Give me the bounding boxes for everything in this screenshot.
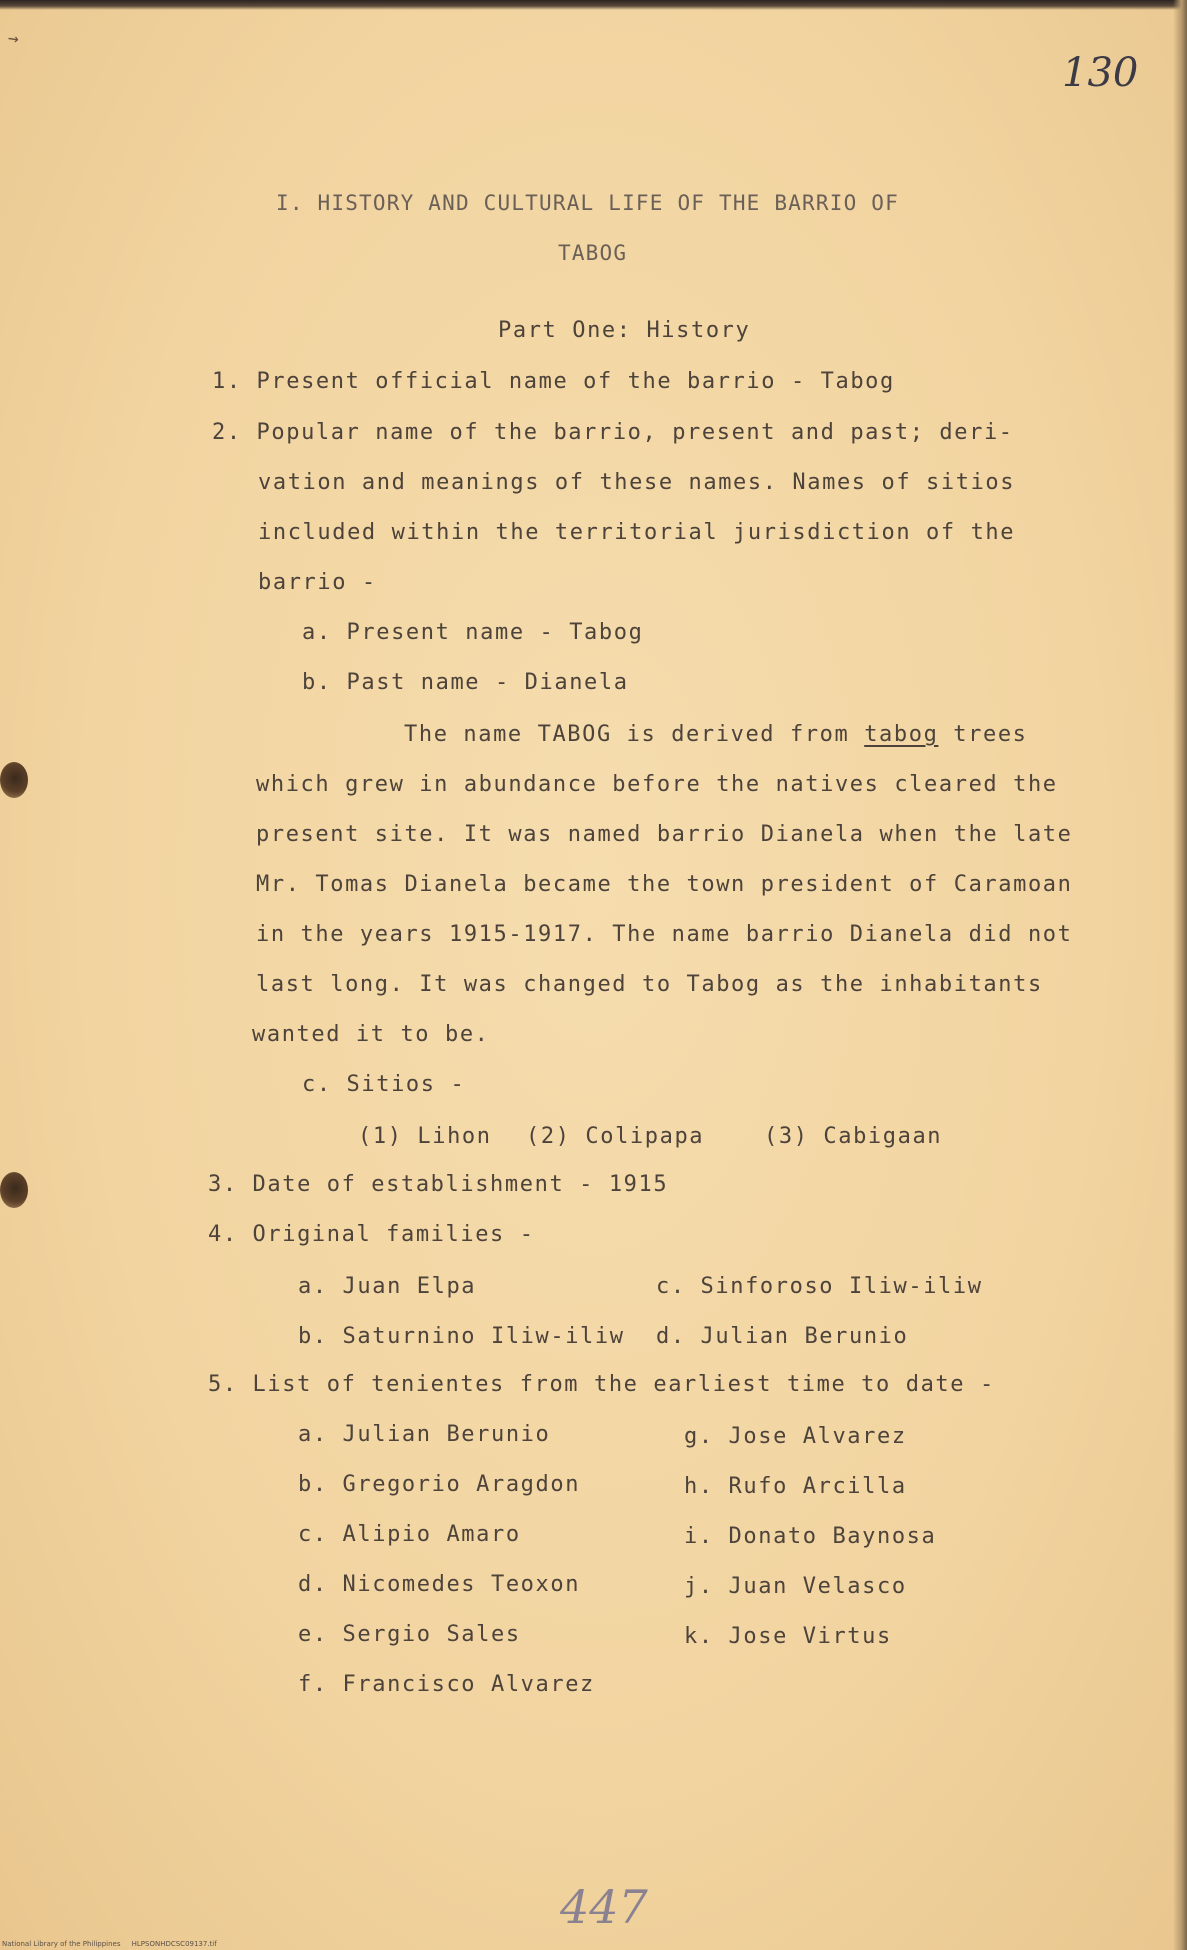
footer-note: National Library of the Philippines HLPSONHDCSC09137.tif	[2, 1940, 217, 1948]
family: b. Saturnino Iliw-iliw	[298, 1324, 625, 1349]
teniente: d. Nicomedes Teoxon	[298, 1572, 581, 1597]
item-2-line: vation and meanings of these names. Names of sitios	[258, 470, 1016, 495]
underlined-word: tabog	[864, 722, 939, 747]
sitios-label: c. Sitios -	[302, 1072, 466, 1097]
family: a. Juan Elpa	[298, 1274, 477, 1299]
title-line-2: TABOG	[558, 241, 628, 265]
item-2-line: barrio -	[258, 570, 377, 595]
teniente: f. Francisco Alvarez	[298, 1672, 595, 1697]
paragraph-line: last long. It was changed to Tabog as the inhabitants	[256, 972, 1043, 997]
teniente: h. Rufo Arcilla	[684, 1474, 907, 1499]
item-5: 5. List of tenientes from the earliest time to date -	[208, 1372, 995, 1397]
item-2b: b. Past name - Dianela	[302, 670, 629, 695]
item-4: 4. Original families -	[208, 1222, 535, 1247]
teniente: g. Jose Alvarez	[684, 1424, 907, 1449]
item-2a: a. Present name - Tabog	[302, 620, 644, 645]
page-top-edge	[0, 0, 1187, 10]
teniente: b. Gregorio Aragdon	[298, 1472, 581, 1497]
page-right-edge	[1173, 0, 1187, 1950]
sitio: (1) Lihon	[358, 1124, 492, 1149]
page-number-handwritten: 130	[1062, 50, 1139, 96]
paragraph-line: present site. It was named barrio Dianela when the late	[256, 822, 1073, 847]
item-2-line: 2. Popular name of the barrio, present and past; deri-	[212, 420, 1014, 445]
item-1: 1. Present official name of the barrio - Tabog	[212, 369, 895, 394]
paragraph-line: in the years 1915-1917. The name barrio Dianela did not	[256, 922, 1073, 947]
teniente: e. Sergio Sales	[298, 1622, 521, 1647]
sitio: (3) Cabigaan	[764, 1124, 943, 1149]
family: c. Sinforoso Iliw-iliw	[656, 1274, 983, 1299]
paragraph-text: The name TABOG is derived from	[404, 722, 865, 747]
title-line-1: I. HISTORY AND CULTURAL LIFE OF THE BARRIO OF	[276, 191, 899, 215]
binding-hole	[0, 1172, 28, 1208]
paragraph-text: trees	[938, 722, 1028, 747]
teniente: j. Juan Velasco	[684, 1574, 907, 1599]
paragraph-line: wanted it to be.	[252, 1022, 490, 1047]
item-2-line: included within the territorial jurisdiction of the	[258, 520, 1016, 545]
paragraph-line: which grew in abundance before the natives cleared the	[256, 772, 1058, 797]
part-heading: Part One: History	[498, 318, 751, 343]
sitio: (2) Colipapa	[526, 1124, 705, 1149]
paragraph-line: Mr. Tomas Dianela became the town president of Caramoan	[256, 872, 1073, 897]
margin-mark: →	[6, 27, 21, 50]
teniente: c. Alipio Amaro	[298, 1522, 521, 1547]
binding-hole	[0, 762, 28, 798]
paragraph-first-line	[404, 722, 1028, 748]
teniente: k. Jose Virtus	[684, 1624, 892, 1649]
bottom-handwritten-number: 447	[560, 1880, 648, 1934]
teniente: i. Donato Baynosa	[684, 1524, 937, 1549]
family: d. Julian Berunio	[656, 1324, 909, 1349]
teniente: a. Julian Berunio	[298, 1422, 551, 1447]
item-3: 3. Date of establishment - 1915	[208, 1172, 669, 1197]
